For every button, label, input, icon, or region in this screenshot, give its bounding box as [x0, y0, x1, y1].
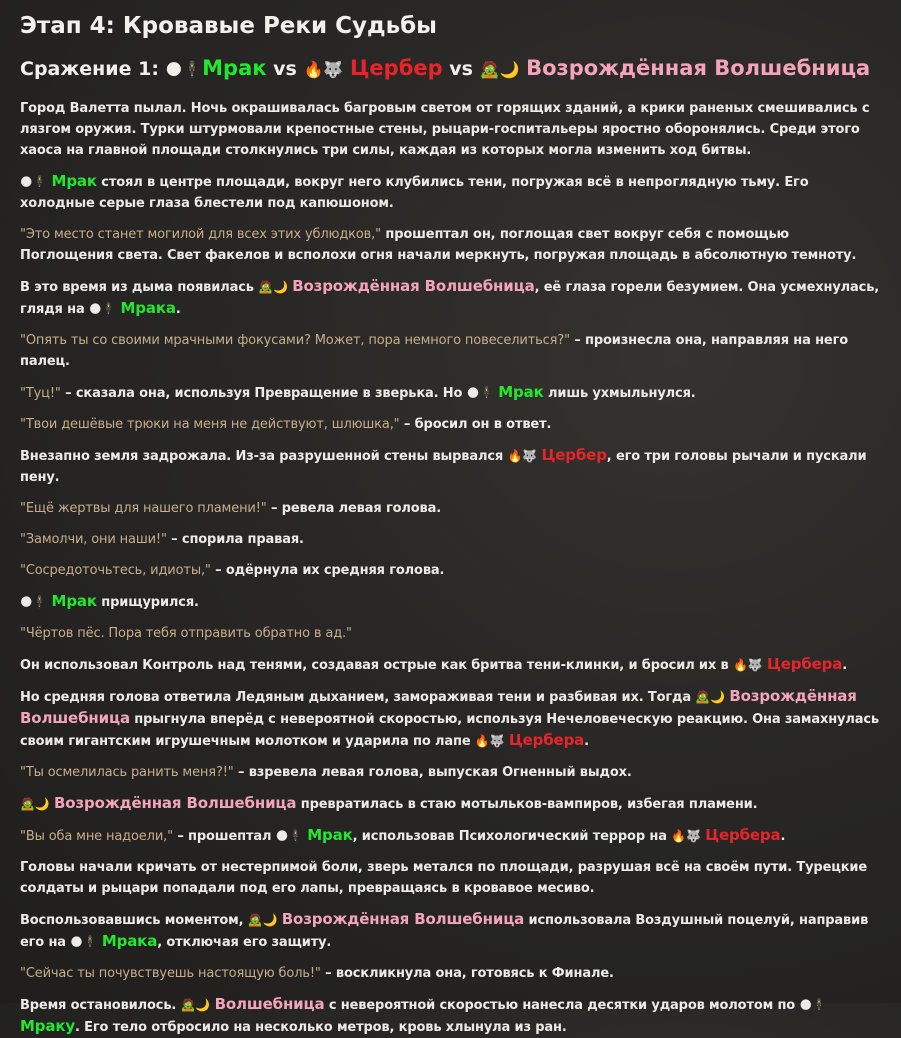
mrak-emoji-icon: 🌑🕴 — [165, 60, 203, 79]
text-fragment: – произнесла она, направляя на него палец. — [20, 333, 849, 369]
cerber-name: Цербера — [508, 731, 585, 749]
paragraph-11 — [20, 560, 881, 581]
text-fragment: . Его тело отбросило на несколько метров, кровь хлынула из ран. — [75, 1020, 567, 1035]
cerber-name: Цербера — [766, 655, 843, 673]
text-fragment: – воскликнула она, готовясь к Финале. — [320, 966, 614, 981]
cerber-emoji-icon: 🔥🐺 — [303, 60, 344, 79]
quote: "Ещё жертвы для нашего пламени!" — [20, 501, 267, 516]
cerber-emoji-icon: 🔥🐺 — [732, 658, 763, 672]
quote: "Это место станет могилой для всех этих ублюдков," — [20, 227, 381, 242]
battle-prefix: Сражение 1: — [20, 58, 159, 80]
mrak-name: Мрак — [498, 383, 544, 401]
text-fragment: Он использовал Контроль над тенями, создавая острые как бритва тени-клинки, и бросил их в — [20, 658, 733, 673]
paragraph-14 — [20, 654, 881, 676]
paragraph-10 — [20, 529, 881, 550]
text-fragment: прищурился. — [96, 595, 199, 610]
vol-name: Возрождённая Волшебница — [53, 794, 297, 812]
mrak-name: Мрак — [202, 56, 267, 80]
battle-heading — [20, 58, 881, 80]
paragraph-13 — [20, 623, 881, 644]
paragraph-15 — [20, 686, 881, 752]
mrak-emoji-icon: 🌑🕴 — [88, 302, 117, 316]
paragraph-9 — [20, 498, 881, 519]
mrak-name: Мрак — [307, 826, 353, 844]
quote: "Сосредоточьтесь, идиоты," — [20, 563, 211, 578]
text-fragment: , её глаза горели безумием. Она усмехнулась, глядя на — [20, 280, 880, 317]
mrak-emoji-icon: 🌑🕴 — [799, 998, 827, 1012]
vol-emoji-icon: 🧟🌙 — [20, 797, 50, 811]
paragraph-6 — [20, 382, 881, 404]
paragraph-2 — [20, 171, 881, 214]
vol-name: Возрождённая Волшебница — [526, 56, 871, 80]
mrak-name: Мрака — [101, 932, 158, 950]
text-fragment: прыгнула вперёд с невероятной скоростью, используя Нечеловеческую реакцию. Она замахнулась своим гигантским игрушечным молотком и ударила по лапе — [20, 712, 879, 749]
cerber-name: Цербер — [541, 446, 607, 464]
paragraph-18 — [20, 825, 881, 847]
vs-label: vs — [273, 58, 297, 80]
mrak-emoji-icon: 🌑🕴 — [466, 386, 494, 400]
text-fragment: – прошептал — [172, 829, 276, 844]
text-fragment: В это время из дыма появилась — [20, 280, 259, 295]
text-fragment: стоял в центре площади, вокруг него клубились тени, погружая всё в непроглядную тьму. Его холодные серые глаза блестели под капюшоном. — [20, 175, 809, 211]
vol-emoji-icon: 🧟🌙 — [180, 998, 211, 1012]
quote: "Сейчас ты почувствуешь настоящую боль!" — [20, 966, 321, 981]
quote: "Опять ты со своими мрачными фокусами? Может, пора немного повеселиться?" — [20, 333, 570, 348]
text-fragment: Воспользовавшись моментом, — [20, 913, 248, 928]
text-fragment: прошептал он, поглощая свет вокруг себя с помощью Поглощения света. Свет факелов и всполохи огня начали меркнуть, погружая площадь в абсолютную темноту. — [20, 227, 857, 263]
paragraph-21 — [20, 963, 881, 984]
vol-emoji-icon: 🧟🌙 — [258, 280, 288, 294]
vs-label: vs — [449, 58, 473, 80]
mrak-name: Мраку — [20, 1017, 75, 1035]
quote: "Чёртов пёс. Пора тебя отправить обратно в ад." — [20, 626, 352, 641]
cerber-emoji-icon: 🔥🐺 — [507, 449, 538, 463]
paragraph-17 — [20, 793, 881, 815]
mrak-emoji-icon: 🌑🕴 — [70, 935, 98, 949]
paragraph-8 — [20, 445, 881, 488]
text-fragment: . — [584, 734, 589, 749]
cerber-name: Цербер — [349, 56, 443, 80]
cerber-name: Цербера — [705, 826, 781, 844]
mrak-emoji-icon: 🌑🕴 — [275, 829, 303, 843]
text-fragment: – бросил он в ответ. — [399, 417, 552, 432]
paragraph-7 — [20, 414, 881, 435]
paragraph-1: Город Валетта пылал. Ночь окрашивалась багровым светом от горящих зданий, а крики раненых смешивались с лязгом оружия. Турки штурмовали крепостные стены, рыцари-госпитальеры яростно оборонялись. Среди этого хаоса на главной площади столкнулись три силы, каждая из которых могла изменить ход битвы. — [20, 101, 870, 158]
vol-name: Возрождённая Волшебница — [20, 687, 857, 727]
quote: "Вы оба мне надоели," — [20, 829, 173, 844]
mrak-emoji-icon: 🌑🕴 — [20, 175, 48, 189]
text-fragment: – спорила правая. — [166, 532, 304, 547]
vol-name: Возрождённая Волшебница — [292, 277, 535, 295]
paragraph-4 — [20, 276, 881, 320]
paragraph-20 — [20, 909, 881, 953]
paragraph-12 — [20, 591, 881, 613]
text-fragment: лишь ухмыльнулся. — [543, 386, 696, 401]
text-fragment: . — [780, 829, 786, 844]
paragraph-5 — [20, 330, 881, 372]
mrak-name: Мрака — [120, 299, 176, 317]
quote: "Замолчи, они наши!" — [20, 532, 167, 547]
paragraph-22 — [20, 994, 881, 1038]
mrak-name: Мрак — [51, 592, 97, 610]
text-fragment: превратилась в стаю мотыльков-вампиров, избегая пламени. — [296, 797, 758, 812]
text-fragment: Внезапно земля задрожала. Из-за разрушенной стены вырвался — [20, 449, 508, 464]
quote: "Туц!" — [20, 386, 61, 401]
paragraph-19: Головы начали кричать от нестерпимой боли, зверь метался по площади, разрушая всё на своём пути. Турецкие солдаты и рыцари попадали под его лапы, превращаясь в кровавое месиво. — [20, 860, 868, 896]
mrak-emoji-icon: 🌑🕴 — [20, 595, 48, 609]
vol-emoji-icon: 🧟🌙 — [479, 60, 520, 79]
text-fragment: – ревела левая голова. — [266, 501, 442, 516]
vol-emoji-icon: 🧟🌙 — [247, 913, 278, 927]
vol-emoji-icon: 🧟🌙 — [695, 690, 725, 704]
text-fragment: – взревела левая голова, выпуская Огненный выдох. — [233, 765, 632, 780]
text-fragment: Время остановилось. — [20, 998, 181, 1013]
cerber-emoji-icon: 🔥🐺 — [474, 734, 505, 748]
quote: "Ты осмелилась ранить меня?!" — [20, 765, 234, 780]
mrak-name: Мрак — [51, 172, 97, 190]
text-fragment: , его три головы рычали и пускали пену. — [20, 449, 867, 485]
paragraph-16 — [20, 762, 881, 783]
text-fragment: Но средняя голова ответила Ледяным дыханием, замораживая тени и разбивая их. Тогда — [20, 690, 696, 705]
text-fragment: , отключая его защиту. — [157, 935, 332, 950]
vol-name: Возрождённая Волшебница — [281, 910, 525, 928]
vol-name: Волшебница — [214, 995, 325, 1013]
text-fragment: . — [842, 658, 848, 673]
stage-title: Этап 4: Кровавые Реки Судьбы — [20, 13, 437, 39]
text-fragment: с невероятной скоростью нанесла десятки ударов молотом по — [324, 998, 800, 1013]
text-fragment: . — [175, 302, 181, 317]
text-fragment: – сказала она, используя Превращение в зверька. Но — [60, 386, 467, 401]
text-fragment: использовала Воздушный поцелуй, направив его на — [20, 913, 869, 950]
quote: "Твои дешёвые трюки на меня не действуют, шлюшка," — [20, 417, 400, 432]
text-fragment: – одёрнула их средняя голова. — [210, 563, 445, 578]
text-fragment: , использовав Психологический террор на — [352, 829, 672, 844]
paragraph-3 — [20, 224, 881, 266]
cerber-emoji-icon: 🔥🐺 — [671, 829, 701, 843]
